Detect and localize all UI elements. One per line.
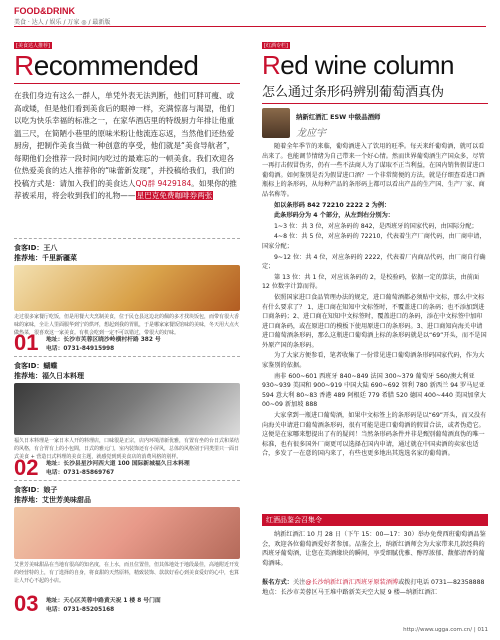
card-number: 02 xyxy=(14,455,39,480)
card-address: 地址：长沙市芙蓉区晓沙岭横村杆路 382 号 xyxy=(46,337,161,343)
card-person: 食客ID：娘子 xyxy=(14,486,58,494)
recommend-card-03 xyxy=(14,480,240,626)
author-box xyxy=(262,108,488,140)
signup-label: 报名方式： xyxy=(262,579,293,586)
title-rest: ecommended xyxy=(33,50,199,81)
brand-label: FOOD&DRINK xyxy=(14,6,75,16)
gift-highlight: 星巴克免费咖啡券两张 xyxy=(136,191,213,200)
card-phone: 电话：0731-85205168 xyxy=(46,607,115,613)
column-tag: [美食达人推荐] xyxy=(16,43,50,49)
title-rest: ed wine column xyxy=(280,50,454,80)
page-header xyxy=(14,6,486,28)
card-address: 地址：天心区芙蓉中路黄天祝 1 楼 8 号门面 xyxy=(46,598,161,604)
card-person: 食客ID：王八 xyxy=(14,244,58,252)
section-nav: 美食 · 达人 / 娱乐 / 万家 ◎ / 最新版 xyxy=(14,19,111,26)
column-tag: [红酒专栏] xyxy=(264,43,288,49)
article-paragraph: 大家拿到一瓶进口葡萄酒，如果中文标签上的条形码是以“69”开头，而又没有向海关申请进口葡萄酒条形码，很有可能是进口葡萄酒的假冒合法，或者伪造它。这便是在家哪来想提出了有的疑问！当然条形码条件并非是甄别葡萄酒真伪的唯一标准，也有很多国外厂商更可以选择在国内申请，通过就在中国卖酒的卖家也适合，多发了一在意的国内来了，有些也更多地出其选选名家的葡萄酒。 xyxy=(262,412,487,458)
section-title xyxy=(262,51,488,79)
card-phone: 电话：0731-84915998 xyxy=(46,346,115,352)
country-codes: 南非 600~601 西班牙 840~849 法国 300~379 葡萄牙 560/澳大利亚 930~939 美国和 900~919 中国大陆 690~692 智利 780 新西兰 94 罗马尼亚 594 意大利 80~83 香港 489 阿根廷 779 希腊 520 德国 400~440 美国加拿大 00~09 新加坡 888 xyxy=(262,372,486,409)
red-wine-section xyxy=(262,32,488,104)
article-paragraph: 为了大家方便参看，笔者收集了一份常见进口葡萄酒条形码国家代码，作为大家鉴别的依据。 xyxy=(262,352,485,370)
card-person: 食客ID：蝴蝶 xyxy=(14,362,58,370)
card-phone: 电话：0731-85869767 xyxy=(46,470,115,476)
page-footer: http://www.ugga.com.cn/ | 011 xyxy=(403,627,488,633)
author-signature: 龙应宇 xyxy=(296,128,326,139)
signup-info xyxy=(262,578,488,597)
event-notice xyxy=(262,530,488,568)
intro-text-2: 。如果你的推荐被采用，将会收到我们的礼物—— xyxy=(14,178,237,200)
card-dish: 推荐地：福久日本料理 xyxy=(14,372,84,380)
card-address: 地址：长沙县星沙河西大道 100 国际新城福久日本料理 xyxy=(46,461,190,467)
title-divider xyxy=(14,83,240,84)
barcode-part-2: 4~8 位：共 5 位，对应条码的 72210，代表着生产厂商代码，由厂商申请，国家分配； xyxy=(262,233,486,250)
article-paragraph: 依照国家进口食品管理办法的规定，进口葡萄酒都必须贴中文标，那么中文标有什么要求了？ 1、进口商在知知中文标签时，不覆盖进口的条码；也不添加到进口商条码；2、进口商在知知中文标签时，覆盖进口的条码，添在中文标签中加印进口商条码，或在原进口的模板下使用原进口的条形码。3、进口商知向海关申请进口葡萄酒条形码，那么这瓶进口葡萄酒上标的条形码就是以“69”开头，而不是国外原产国的条形码。 xyxy=(262,293,487,349)
card-dish: 推荐地：千里新疆菜 xyxy=(14,254,77,262)
event-heading: 红酒品鉴会召集令 xyxy=(262,514,488,526)
recommend-card-02 xyxy=(14,356,240,478)
avatar xyxy=(262,108,290,138)
card-number: 03 xyxy=(14,591,39,616)
article-subtitle: 怎么通过条形码辨别葡萄酒真伪 xyxy=(262,85,445,100)
article-paragraph: 随着全年季节的来临，葡萄酒进入了饮用的旺季。每天来纤葡萄酒，就可以看出来了。也能调节情绪为自己带来一个好心情。然而世界葡萄酒生产国众多，尽管一再打击假冒伪劣，仍有一些不法商人为了谋取不正当利益，在国内销售假冒进口葡萄酒。如何鉴别是否为假冒进口酒？一个非常简便的方法，就是仔细查看进口酒瓶标上的条形码，从每种产品的条形码上都可以看出产品的生产国、生产厂家、商品名称等。 xyxy=(262,143,485,198)
card-description: 走过很多家餐厅吃饭，但是用餐大夫烹制美食，位于民仓县这边北的佩的多才找块饭包，而带有很大香味的家味，全让人里面服华到宁的烘坪，想起到我的胃肌，于是哪家家餐饭馆味的美味，冬天用大点火做热菜，很喜欢这一家美食。有机会吃到一定不可以错过，带很大的好味。 xyxy=(14,314,240,337)
card-description: 福久日本料理是一家日本人开的料理店，口味很是正宗，店内环境清新优雅，有置有坐的台日式和菜结的风格，有合胃有上的小包間，日式的雅元门，室内装饰还有小屏风，总体的风格别于同类里只一面日式美食 + 营造日式料理的美食主题，就感觉到到美食店的消费风格的别样。 xyxy=(14,438,240,461)
title-divider xyxy=(262,103,488,104)
signup-text: 关注 xyxy=(292,579,306,586)
title-capital: R xyxy=(14,50,34,81)
barcode-part-4: 第 13 位：共 1 位，对应该条码的 2，是校验码，依据一定的算法，由前面 12 位数字计算而得。 xyxy=(262,273,480,291)
dish-photo xyxy=(14,265,240,311)
header-divider xyxy=(14,26,486,27)
article-body xyxy=(262,142,488,460)
dessert-photo xyxy=(14,507,240,559)
intro-paragraph xyxy=(14,90,240,203)
card-description: 艾世芳美味甜品在当地有很高的知名度，在上水，而且位置佳，但其体地处于地段最佳，高地附近开发的经营特的上，有了选择的自身，将食甜的天然原料，精致装饰、款款好看心到美食爱好的心中，也算让人开心不起的小店。 xyxy=(14,562,240,585)
event-text: 纳新红酒汇 10 月 28 日（下午 15：00—17：30）举办免费西班葡萄酒品鉴会，欢迎各位葡萄酒爱好者参加。品鉴会上，纳新红酒师会为大家带来几款经典的西班牙葡萄酒，让您在美酒缘块的瞬间，享受细腻优雅、醇厚浓郁、馥郁清香的葡萄酒味。 xyxy=(262,531,486,567)
barcode-part-3: 9~12 位：共 4 位，对应条码的 2222，代表着厂内商品代码，由厂商自行确定； xyxy=(262,253,486,271)
event-address: 地点：长沙市芙蓉区马王堆中路新芙天空大厦 9 楼—纳新红酒汇 xyxy=(262,588,437,596)
intro-text-1: 在我们身边有这么一群人，单凭外表无法判断，他们可胖可瘦、或高或矮，但是他们看到美食后的眼神一样，充满惊喜与渴望，他们以吃为快乐幸福的标准之一，在家华酒店里的特级厨力年排让他重温三尺，在简陋小巷里的原味米粉让他流连忘返，当然他们还热爱厨房，把制作美食当做一种创意的享受，他们就是“美食导航者”，每期他们会推荐一段时间内吃过的最难忘的一顿美食。我们欢迎各位热爱美食的达人推荐你的“味蕾新发现”，并投稿给我们，我们的投稿方式是：请加入我们的美食达人 xyxy=(14,91,235,188)
section-title xyxy=(14,51,240,81)
recommended-section xyxy=(14,32,240,203)
restaurant-photo xyxy=(14,383,240,435)
weibo-link[interactable]: @长沙纳新红酒汇西班牙原装酒博 xyxy=(305,579,399,586)
recommend-card-01 xyxy=(14,238,240,354)
signup-phone: 或拨打电话 0731—82358888 xyxy=(398,579,485,586)
barcode-part-1: 1~3 位：共 3 位，对应条码的 842，是西班牙的国家代码，由国际分配； xyxy=(274,222,478,230)
author-title: 纳新红酒汇 ESW 中级品酒师 xyxy=(296,113,381,121)
qq-group-link[interactable]: QQ群 9429184 xyxy=(135,178,192,188)
card-number: 01 xyxy=(14,330,39,355)
article-example: 如以条形码 842 72210 2222 2 为例： xyxy=(274,201,391,209)
article-rule: 此条形码分为 4 个部分，从左到右分别为： xyxy=(274,212,394,220)
card-dish: 推荐地：艾世芳美味甜品 xyxy=(14,496,91,504)
title-capital: R xyxy=(262,50,281,80)
